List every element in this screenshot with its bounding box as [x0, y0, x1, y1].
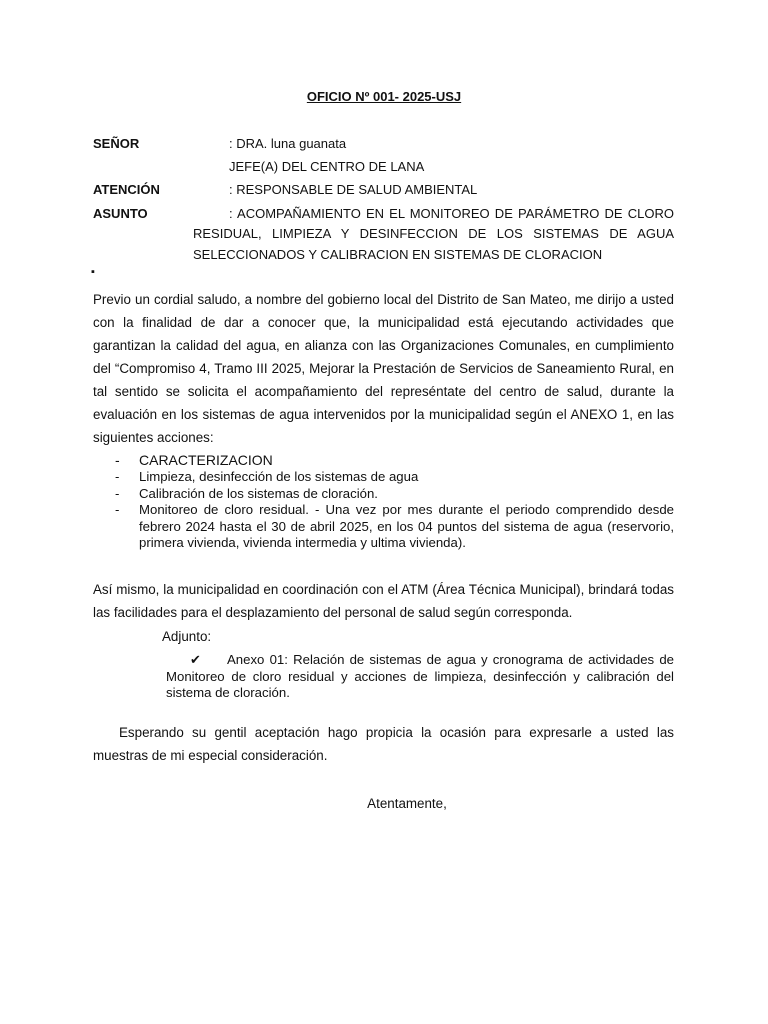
- asunto-value-rest: RESIDUAL, LIMPIEZA Y DESINFECCION DE LOS SISTEMAS DE AGUA SELECCIONADOS Y CALIBRACION EN SISTEMAS DE CLORACION: [193, 226, 674, 262]
- signoff: Atentamente,: [367, 796, 447, 811]
- list-item-text: Limpieza, desinfección de los sistemas de agua: [139, 469, 419, 484]
- senor-value: : DRA. luna guanata: [229, 136, 347, 151]
- check-icon: ✔: [190, 652, 202, 667]
- list-item: [93, 486, 674, 503]
- document-title: OFICIO Nº 001- 2025-USJ: [306, 89, 462, 104]
- bullet-dash: -: [115, 469, 120, 484]
- asunto-value-first: : ACOMPAÑAMIENTO EN EL MONITOREO DE PARÁMETRO DE CLORO: [229, 206, 674, 221]
- actions-list: [93, 451, 674, 552]
- coordination-paragraph: Así mismo, la municipalidad en coordinación con el ATM (Área Técnica Municipal), brindará todas las facilidades para el desplazamiento del personal de salud según corresponda.: [93, 582, 674, 620]
- stray-mark: ▪: [91, 266, 95, 278]
- bullet-dash: -: [115, 485, 120, 501]
- list-item: [93, 502, 674, 552]
- senor-title: JEFE(A) DEL CENTRO DE LANA: [229, 159, 425, 174]
- list-item-text: CARACTERIZACION: [139, 452, 273, 468]
- senor-label: SEÑOR: [93, 136, 140, 151]
- annex-text: Anexo 01: Relación de sistemas de agua y cronograma de actividades de Monitoreo de cloro residual y acciones de limpieza, desinfección y calibración del sistema de cloración.: [166, 652, 674, 700]
- intro-paragraph: Previo un cordial saludo, a nombre del gobierno local del Distrito de San Mateo, me dirijo a usted con la finalidad de dar a conocer que, la municipalidad está ejecutando actividades que garantizan la calidad del agua, en alianza con las Organizaciones Comunales, en cumplimiento del “Compromiso 4, Tramo III 2025, Mejorar la Prestación de Servicios de Saneamiento Rural, en tal sentido se solicita el acompañamiento del represéntate del centro de salud, durante la evaluación en los sistemas de agua intervenidos por la municipalidad según el ANEXO 1, en las siguientes acciones:: [93, 292, 674, 445]
- bullet-dash: -: [115, 502, 120, 517]
- list-item-text: Calibración de los sistemas de cloración.: [139, 485, 378, 501]
- closing-paragraph: Esperando su gentil aceptación hago propicia la ocasión para expresarle a usted las muestras de mi especial consideración.: [93, 725, 674, 763]
- list-item-text: Monitoreo de cloro residual. - Una vez por mes durante el periodo comprendido desde febrero 2024 hasta el 30 de abril 2025, en los 04 puntos del sistema de agua (reservorio, primera vivienda, vivienda intermedia y ultima vivienda).: [139, 502, 674, 550]
- adjunto-label: Adjunto:: [162, 629, 212, 644]
- list-item: [93, 451, 674, 469]
- list-item: [93, 469, 674, 486]
- asunto-label: ASUNTO: [93, 206, 148, 221]
- annex-item: [166, 652, 674, 702]
- bullet-dash: -: [115, 452, 120, 468]
- atencion-label: ATENCIÓN: [93, 182, 160, 197]
- atencion-value: : RESPONSABLE DE SALUD AMBIENTAL: [229, 182, 478, 197]
